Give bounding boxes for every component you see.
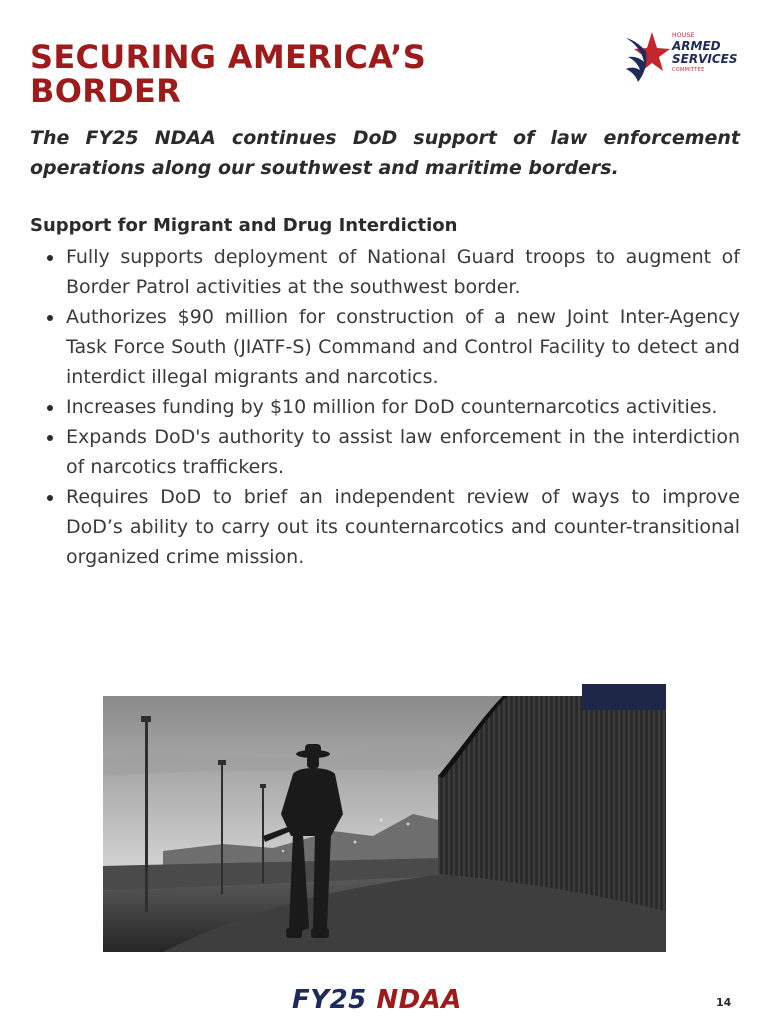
- section-heading: Support for Migrant and Drug Interdiction: [30, 215, 458, 236]
- footer-title: [292, 984, 462, 1020]
- eagle-star-icon: [622, 30, 670, 82]
- page-title-line-1: SECURING AMERICA’S: [30, 38, 427, 76]
- list-item: [30, 482, 740, 572]
- logo-armed-text: ARMED: [672, 39, 721, 53]
- bullet-icon: [47, 255, 53, 261]
- list-item: [30, 392, 740, 422]
- logo-house-text: HOUSE: [672, 32, 695, 39]
- bullet-icon: [47, 405, 53, 411]
- page-title-line-2: BORDER: [30, 72, 182, 110]
- intro-statement: The FY25 NDAA continues DoD support of law enforcement operations along our southwest and maritime borders.: [30, 127, 740, 179]
- footer-title-ndaa: NDAA: [376, 985, 462, 1015]
- logo-committee-text: COMMITTEE: [672, 67, 705, 73]
- list-item: [30, 422, 740, 482]
- border-soldier-image: [103, 696, 666, 952]
- committee-logo: [622, 28, 744, 84]
- list-item-text: Fully supports deployment of National Guard troops to augment of Border Patrol activities at the southwest border.: [66, 246, 740, 298]
- list-item-text: Requires DoD to brief an independent review of ways to improve DoD’s ability to carry out its counternarcotics and counter-transitional organized crime mission.: [66, 486, 740, 568]
- list-item-text: Increases funding by $10 million for DoD counternarcotics activities.: [66, 396, 718, 418]
- photo-accent-block: [582, 684, 666, 710]
- list-item: [30, 302, 740, 392]
- bullet-list: [30, 242, 740, 572]
- logo-services-text: SERVICES: [672, 52, 738, 66]
- list-item-text: Expands DoD's authority to assist law enforcement in the interdiction of narcotics traffickers.: [66, 426, 740, 478]
- page-title: [30, 40, 550, 108]
- list-item: [30, 242, 740, 302]
- footer-title-fy25: FY25: [292, 985, 367, 1015]
- bullet-icon: [47, 435, 53, 441]
- page-number: 14: [716, 996, 732, 1009]
- bullet-icon: [47, 315, 53, 321]
- bullet-icon: [47, 495, 53, 501]
- list-item-text: Authorizes $90 million for construction of a new Joint Inter-Agency Task Force South (JIATF-S) Command and Control Facility to detect and interdict illegal migrants and narcotics.: [66, 306, 740, 388]
- border-photo: [103, 696, 666, 952]
